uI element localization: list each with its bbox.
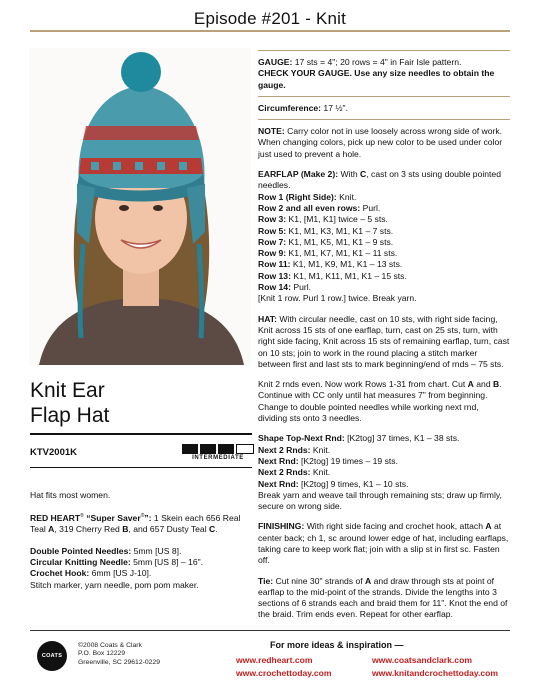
knit-hat-photo — [29, 48, 251, 365]
yarn-requirement: RED HEART® “Super Saver®”: 1 Skein each 656 Real Teal A, 319 Cherry Red B, and 657 Dusty Teal C. — [30, 513, 241, 535]
knit-rounds: Knit 2 rnds even. Now work Rows 1-31 from chart. Cut A and B. Continue with CC only until hat measures 7" from beginning. Change to double pointed needles while working next rnd, dividing sts onto 3 needles. — [258, 379, 502, 424]
instruction-row: Row 13: K1, M1, K11, M1, K1 – 15 sts. — [258, 270, 407, 281]
instruction-row: Next Rnd: [K2tog] 19 times – 19 sts. — [258, 455, 398, 466]
pattern-title — [30, 378, 109, 428]
gauge-text: GAUGE: 17 sts = 4"; 20 rows = 4" in Fair Isle pattern. CHECK YOUR GAUGE. Use any size needles to obtain the gauge. — [258, 57, 495, 90]
earflap-rows — [258, 192, 510, 294]
link-crochettoday[interactable]: www.crochettoday.com — [236, 668, 332, 678]
model-in-hat-illustration — [29, 48, 251, 365]
pattern-code: KTV2001K — [30, 447, 77, 458]
pattern-title-line1: Knit Ear — [30, 379, 105, 402]
circumference-divider — [258, 119, 510, 120]
episode-title: Episode #201 - Knit — [193, 9, 347, 28]
instruction-row: Row 5: K1, M1, K3, M1, K1 – 7 sts. — [258, 225, 394, 236]
instructions-column — [258, 50, 510, 621]
instruction-row: Next 2 Rnds: Knit. — [258, 444, 331, 455]
instruction-row: Row 7: K1, M1, K5, M1, K1 – 9 sts. — [258, 236, 394, 247]
needles-and-notions: Double Pointed Needles: 5mm [US 8]. Circular Knitting Needle: 5mm [US 8] – 16". Crochet Hook: 6mm [US J-10]. Stitch marker, yarn needle, pom pom maker. — [30, 545, 204, 590]
tie: Tie: Cut nine 30" strands of A and draw through sts at point of earflap to the mid-point of the strands. Divide the lengths into 3 sections of 6 strands each and braid them for 11". Knot the end of the braid. Trim ends even. Repeat for other earflap. — [258, 575, 508, 620]
footer-rule — [30, 630, 510, 631]
earflap-heading: EARFLAP (Make 2): With C, cast on 3 sts using double pointed needles. — [258, 169, 501, 191]
page-header — [0, 0, 540, 32]
instruction-row: Row 3: K1, [M1, K1] twice – 5 sts. — [258, 214, 388, 225]
hat-instructions: HAT: With circular needle, cast on 10 sts, with right side facing, Knit across 15 sts of one earflap, turn, cast on 25 sts, turn, with right side facing, Knit across 15 sts of remaining earflap, turn, cast on 10 sts; join to work in the round placing a stitch marker between first and last sts to mark beginning/end of rnds – 75 sts. — [258, 313, 510, 369]
circumference: Circumference: 17 ½". — [258, 102, 348, 113]
skill-level-badge — [182, 444, 254, 461]
instruction-row: Shape Top-Next Rnd: [K2tog] 37 times, K1 – 38 sts. — [258, 433, 460, 444]
coats-logo-icon: COATS — [37, 641, 67, 671]
footer-more-ideas: For more ideas & inspiration — — [270, 640, 404, 650]
skill-level-label: INTERMEDIATE — [192, 455, 244, 461]
gauge-top-rule — [258, 50, 510, 51]
shape-end: Break yarn and weave tail through remaining sts; draw up firmly, secure on wrong side. — [258, 489, 502, 512]
gauge-divider — [258, 96, 510, 97]
instruction-row: Row 2 and all even rows: Purl. — [258, 202, 381, 213]
skill-level-bars-icon — [182, 444, 254, 454]
link-knitandcrochettoday[interactable]: www.knitandcrochettoday.com — [372, 668, 499, 678]
shape-top-rows — [258, 433, 510, 489]
pattern-title-line2: Flap Hat — [30, 404, 110, 427]
link-redheart[interactable]: www.redheart.com — [236, 655, 313, 665]
instruction-row: Next 2 Rnds: Knit. — [258, 467, 331, 478]
footer-address: ©2008 Coats & Clark P.O. Box 12229 Greenville, SC 29612-0229 — [78, 642, 160, 666]
header-rule — [30, 30, 510, 32]
code-rule — [30, 467, 252, 468]
finishing: FINISHING: With right side facing and crochet hook, attach A at center back; ch 1, sc around lower edge of hat, including earflaps, taking care to keep work flat; join with a slip st in first sc. Fasten off. — [258, 521, 509, 566]
title-rule — [30, 433, 252, 435]
instruction-row: Next Rnd: [K2tog] 9 times, K1 – 10 sts. — [258, 478, 409, 489]
earflap-end: [Knit 1 row. Purl 1 row.] twice. Break yarn. — [258, 293, 417, 304]
instruction-row: Row 1 (Right Side): Knit. — [258, 191, 357, 202]
instruction-row: Row 9: K1, M1, K7, M1, K1 – 11 sts. — [258, 248, 398, 259]
instruction-row: Row 11: K1, M1, K9, M1, K1 – 13 sts. — [258, 259, 403, 270]
note: NOTE: Carry color not in use loosely across wrong side of work. When changing colors, pick up new color to be used under color just used to prevent a hole. — [258, 126, 503, 159]
materials-section — [30, 490, 255, 601]
link-coatsandclark[interactable]: www.coatsandclark.com — [372, 655, 472, 665]
instruction-row: Row 14: Purl. — [258, 282, 312, 293]
fit-note: Hat fits most women. — [30, 490, 111, 500]
